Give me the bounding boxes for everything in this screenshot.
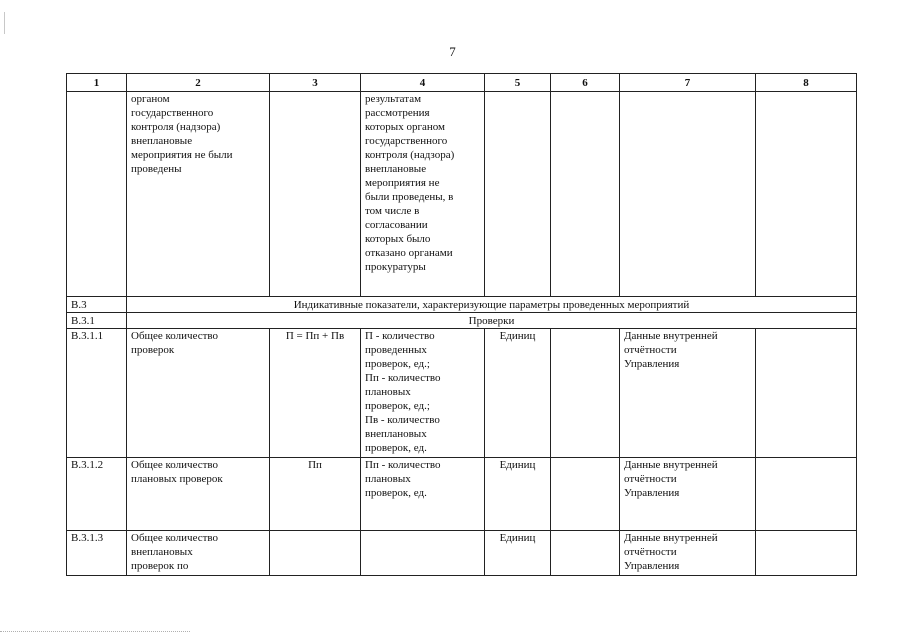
- column-header: 2: [127, 74, 270, 92]
- section-row-b3: [67, 297, 857, 313]
- section-title: Проверки: [127, 313, 857, 329]
- column-header: 3: [270, 74, 361, 92]
- indicator-source: Данные внутренней отчётности Управления: [620, 458, 756, 531]
- indicator-unit: Единиц: [485, 458, 551, 531]
- indicator-name: Общее количество внеплановых проверок по: [127, 531, 270, 576]
- indicator-code: В.3.1.1: [67, 329, 127, 458]
- indicator-name: Общее количество плановых проверок: [127, 458, 270, 531]
- indicators-table: [66, 73, 857, 576]
- indicator-formula: Пп: [270, 458, 361, 531]
- indicator-unit: Единиц: [485, 329, 551, 458]
- table-cell: [756, 92, 857, 297]
- table-cell: [361, 92, 485, 297]
- table-cell: [551, 531, 620, 576]
- cell-text: органом государственного контроля (надзора) внеплановые мероприятия не были проведены: [131, 93, 233, 175]
- table-row: [67, 531, 857, 576]
- scan-edge-mark: [4, 12, 5, 34]
- indicator-description: [361, 531, 485, 576]
- column-header: 4: [361, 74, 485, 92]
- table-cell: [620, 92, 756, 297]
- table-header-row: [67, 74, 857, 92]
- column-header: 5: [485, 74, 551, 92]
- table-row-continuation: [67, 92, 857, 297]
- indicator-description: Пп - количество плановых проверок, ед.: [361, 458, 485, 531]
- table-cell: [756, 329, 857, 458]
- table-row: [67, 329, 857, 458]
- section-code: В.3: [67, 297, 127, 313]
- indicator-code: В.3.1.2: [67, 458, 127, 531]
- indicator-name: Общее количество проверок: [127, 329, 270, 458]
- cell-text: результатам рассмотрения которых органом государственного контроля (надзора) внеплановые мероприятия не были проведены, в том числе в согласовании которых было отказано органами прокуратуры: [365, 93, 455, 273]
- indicator-formula: П = Пп + Пв: [270, 329, 361, 458]
- column-header: 7: [620, 74, 756, 92]
- indicator-source: Данные внутренней отчётности Управления: [620, 329, 756, 458]
- indicator-code: В.3.1.3: [67, 531, 127, 576]
- column-header: 1: [67, 74, 127, 92]
- table-cell: [67, 92, 127, 297]
- section-row-b31: [67, 313, 857, 329]
- table-cell: [756, 531, 857, 576]
- table-cell: [756, 458, 857, 531]
- column-header: 8: [756, 74, 857, 92]
- scan-footer-noise: [0, 631, 190, 635]
- table-cell: [551, 92, 620, 297]
- indicator-formula: [270, 531, 361, 576]
- table-cell: [127, 92, 270, 297]
- page-number: 7: [449, 44, 456, 59]
- indicator-source: Данные внутренней отчётности Управления: [620, 531, 756, 576]
- table-cell: [551, 329, 620, 458]
- table-row: [67, 458, 857, 531]
- column-header: 6: [551, 74, 620, 92]
- table-cell: [485, 92, 551, 297]
- indicator-description: П - количество проведенных проверок, ед.; Пп - количество плановых проверок, ед.; Пв - количество внеплановых проверок, ед.: [361, 329, 485, 458]
- section-code: В.3.1: [67, 313, 127, 329]
- section-title: Индикативные показатели, характеризующие параметры проведенных мероприятий: [127, 297, 857, 313]
- indicator-unit: Единиц: [485, 531, 551, 576]
- table-cell: [551, 458, 620, 531]
- table-cell: [270, 92, 361, 297]
